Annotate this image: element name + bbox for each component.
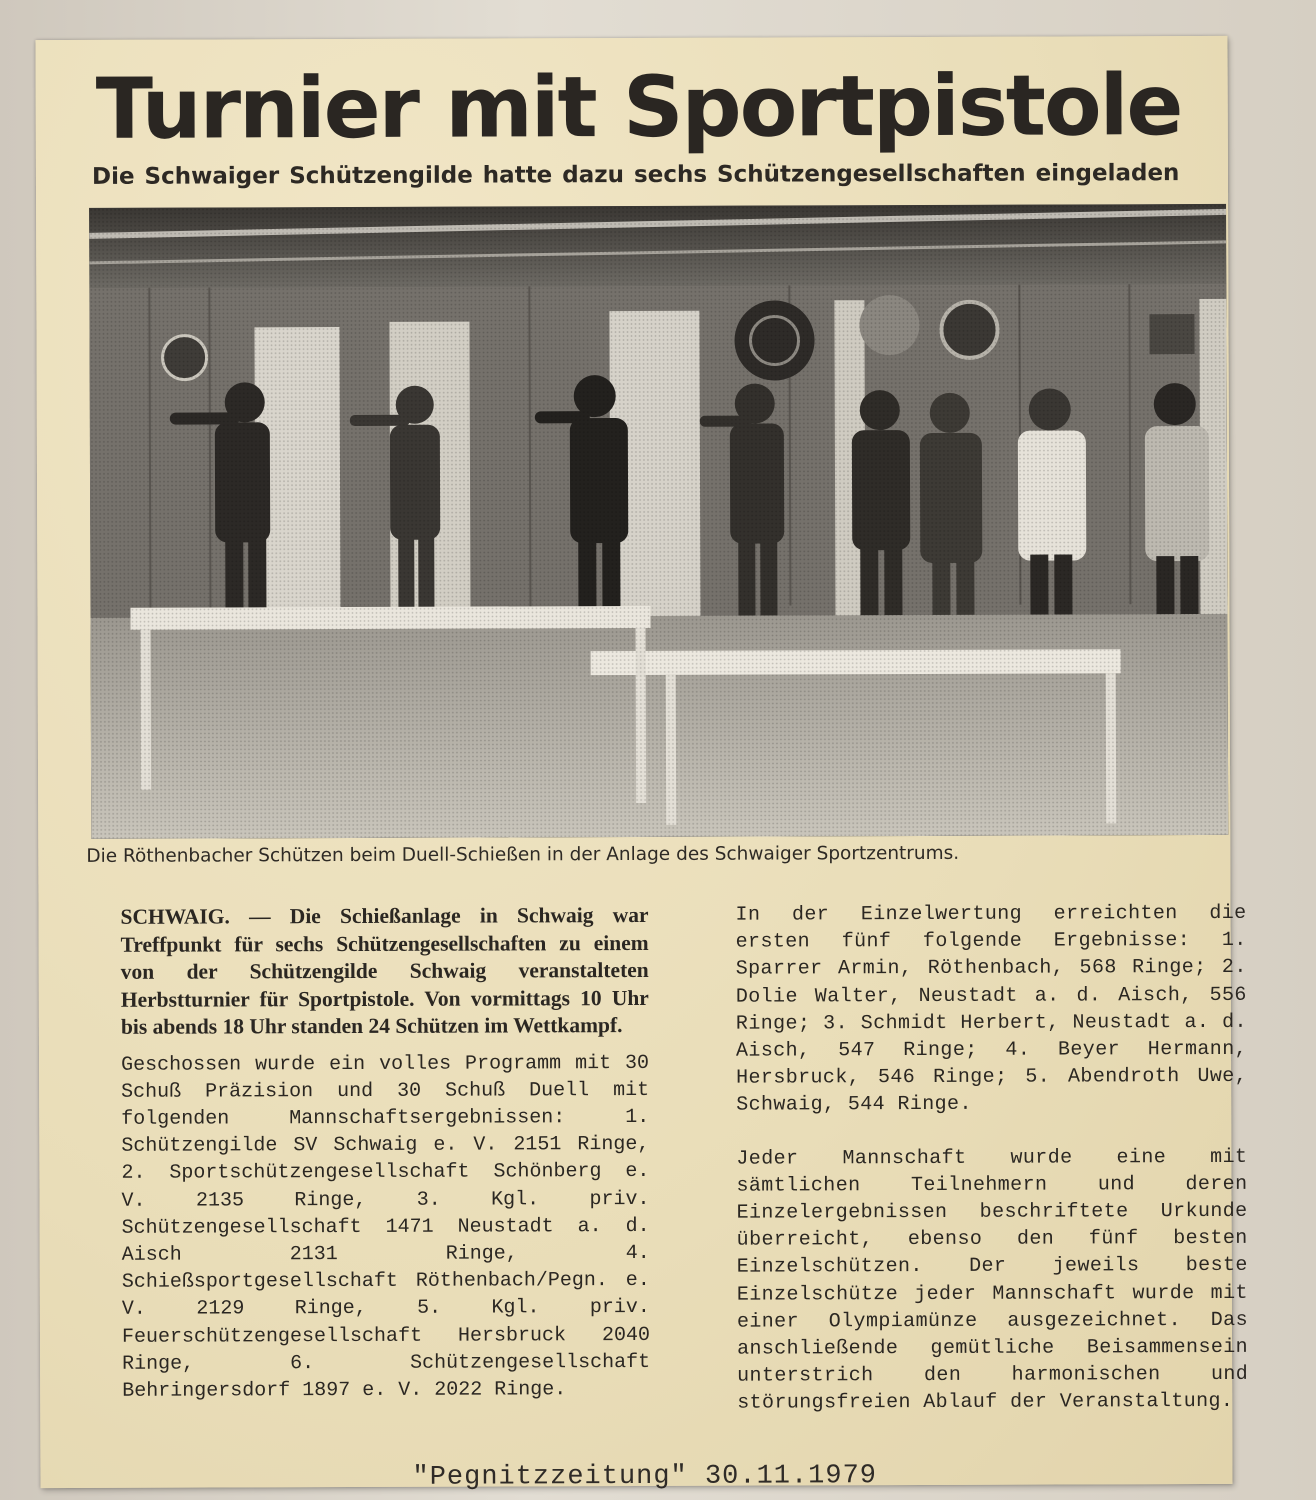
photo-caption: Die Röthenbacher Schützen beim Duell-Schießen in der Anlage des Schwaiger Sportzentrums. [86, 842, 960, 867]
article-column-left [66, 902, 650, 1415]
photo-shooting-range [89, 204, 1228, 839]
article-paragraph-individual-results: In der Einzelwertung erreichten die ersten fünf folgende Ergebnisse: 1. Sparrer Armin, Röthenbach, 568 Ringe; 2. Dolie Walter, Neustadt a. d. Aisch, 556 Ringe; 3. Schmidt Herbert, Neustadt a. d. Aisch, 547 Ringe; 4. Beyer Hermann, Hersbruck, 546 Ringe; 5. Abendroth Uwe, Schwaig, 544 Ringe. [735, 901, 1248, 1118]
article-paragraph-team-results: Geschossen wurde ein volles Programm mit 30 Schuß Präzision und 30 Schuß Duell mit folgenden Mannschaftsergebnissen: 1. Schützengilde SV Schwaig e. V. 2151 Ringe, 2. Sportschützengesellschaft Schönberg e. V. 2135 Ringe, 3. Kgl. priv. Schützengesellschaft 1471 Neustadt a. d. Aisch 2131 Ringe, 4. Schießsportgesellschaft Röthenbach/Pegn. e. V. 2129 Ringe, 5. Kgl. priv. Feuerschützengesellschaft Hersbruck 2040 Ringe, 6. Schützengesellschaft Behringersdorf 1897 e. V. 2022 Ringe. [121, 1051, 651, 1403]
article-paragraph-awards: Jeder Mannschaft wurde eine mit sämtlichen Teilnehmern und deren Einzelergebnissen beschriftete Urkunde überreicht, ebenso den fünf besten Einzelschützen. Der jeweils beste Einzelschütze jeder Mannschaft wurde mit einer Olympiamünze ausgezeichnet. Das anschließende gemütliche Beisammensein unterstrich den harmonischen und störungsfreien Ablauf der Veranstaltung. [736, 1145, 1249, 1416]
article-column-right [681, 900, 1248, 1428]
subheadline: Die Schwaiger Schützengilde hatte dazu sechs Schützengesellschaften eingeladen [91, 160, 1180, 190]
newspaper-clipping [35, 36, 1249, 1493]
article-lead: SCHWAIG. — Die Schießanlage in Schwaig war Treffpunkt für sechs Schützengesellschaften zu einem von der Schützengilde Schwaig veranstalteten Herbstturnier für Sportpistole. Von vormittags 10 Uhr bis abends 18 Uhr standen 24 Schützen im Wettkampf. [120, 902, 649, 1039]
source-note: "Pegnitzzeitung" 30.11.1979 [412, 1461, 878, 1493]
photo-illustration [89, 204, 1228, 839]
headline: Turnier mit Sportpistole [95, 56, 1182, 158]
